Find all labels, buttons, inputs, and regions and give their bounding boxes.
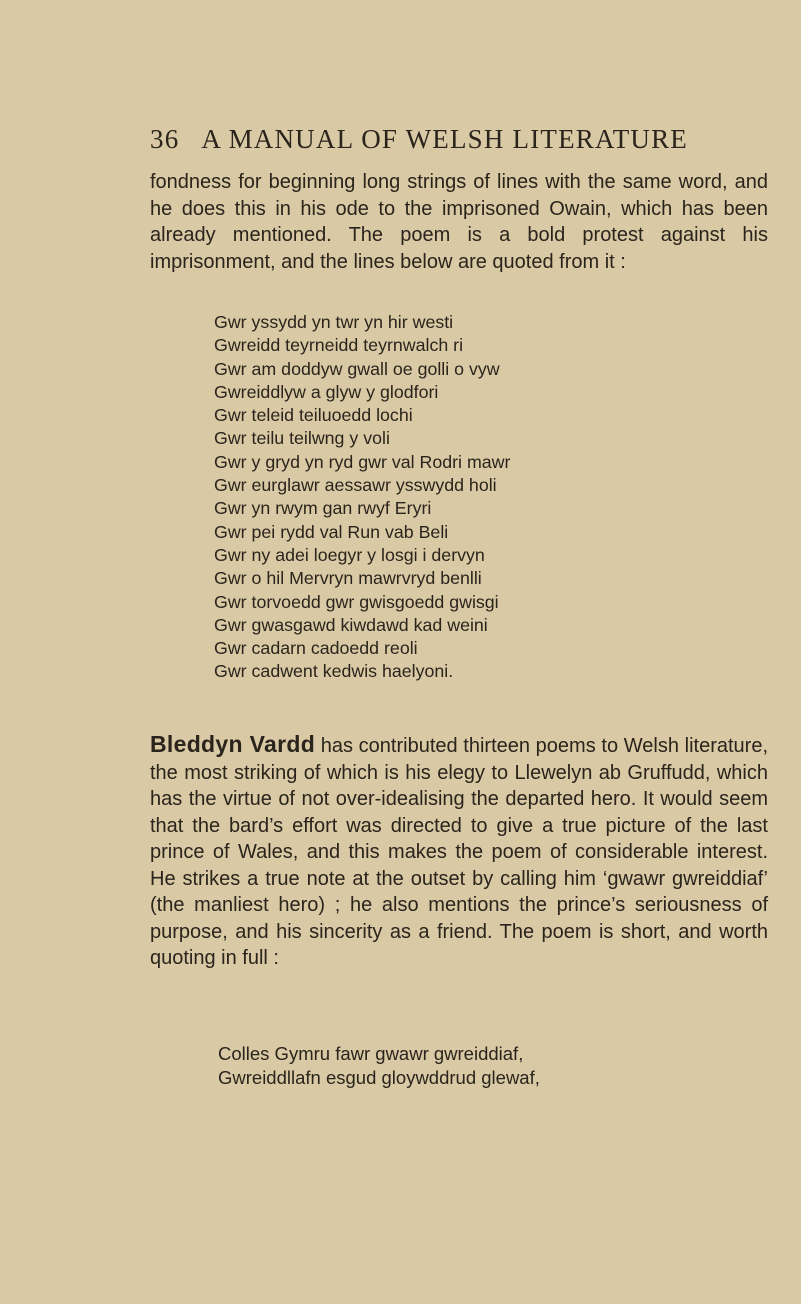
poem-line: Gwr cadarn cadoedd reoli — [214, 638, 418, 659]
poem-line: Gwr cadwent kedwis haelyoni. — [214, 661, 454, 682]
poem-line: Gwr pei rydd val Run vab Beli — [214, 521, 449, 542]
poem-line: Gwr am doddyw gwall oe golli o vyw — [214, 358, 500, 379]
bard-name: Bleddyn Vardd — [150, 731, 316, 757]
paragraph-bleddyn-vardd — [150, 731, 768, 972]
poem-line: Gwr eurglawr aessawr ysswydd holi — [214, 475, 497, 496]
paragraph-text: has contributed thirteen poems to Welsh literature, the most striking of which is his elegy to Llewelyn ab Gruffudd, which has the virtue of not over-idealising the departed hero. It would seem that the bard’s effort was directed to give a true picture of the last prince of Wales, and this makes the poem of considerable interest. He strikes a true note at the outset by calling him ‘gwawr gwreiddiaf’ (the manliest hero) ; he also mentions the prince’s seriousness of purpose, and his sincerity as a friend. The poem is short, and worth quoting in full : — [150, 735, 768, 969]
poem-line: Gwr yssydd yn twr yn hir westi — [214, 312, 454, 332]
poem-line: Gwr y gryd yn ryd gwr val Rodri mawr — [214, 451, 511, 472]
page-number: 36 — [150, 124, 180, 154]
poem-line: Gwreidd teyrneidd teyrnwalch ri — [214, 335, 464, 356]
paragraph-intro: fondness for beginning long strings of lines with the same word, and he does this in his ode to the imprisoned Owain, which has been already mentioned. The poem is a bold protest against his imprisonment, and the lines below are quoted from it : — [150, 171, 768, 273]
running-head — [150, 124, 688, 155]
book-title: A MANUAL OF WELSH LITERATURE — [201, 124, 688, 154]
poem-line: Gwr teilu teilwng y voli — [214, 428, 390, 449]
poem-line: Gwr torvoedd gwr gwisgoedd gwisgi — [214, 591, 499, 612]
poem-line: Colles Gymru fawr gwawr gwreiddiaf, — [218, 1043, 524, 1064]
poem-line: Gwreiddlyw a glyw y glodfori — [214, 381, 439, 402]
poem-line: Gwr ny adei loegyr y losgi i dervyn — [214, 544, 485, 565]
poem-excerpt-owain — [214, 311, 510, 684]
poem-line: Gwr teleid teiluoedd lochi — [214, 405, 413, 426]
poem-line: Gwr yn rwym gan rwyf Eryri — [214, 498, 432, 519]
poem-line: Gwr o hil Mervryn mawrvryd benlli — [214, 568, 482, 589]
poem-line: Gwreiddllafn esgud gloywddrud glewaf, — [218, 1067, 540, 1088]
poem-line: Gwr gwasgawd kiwdawd kad weini — [214, 614, 488, 635]
poem-excerpt-elegy — [218, 1042, 540, 1090]
